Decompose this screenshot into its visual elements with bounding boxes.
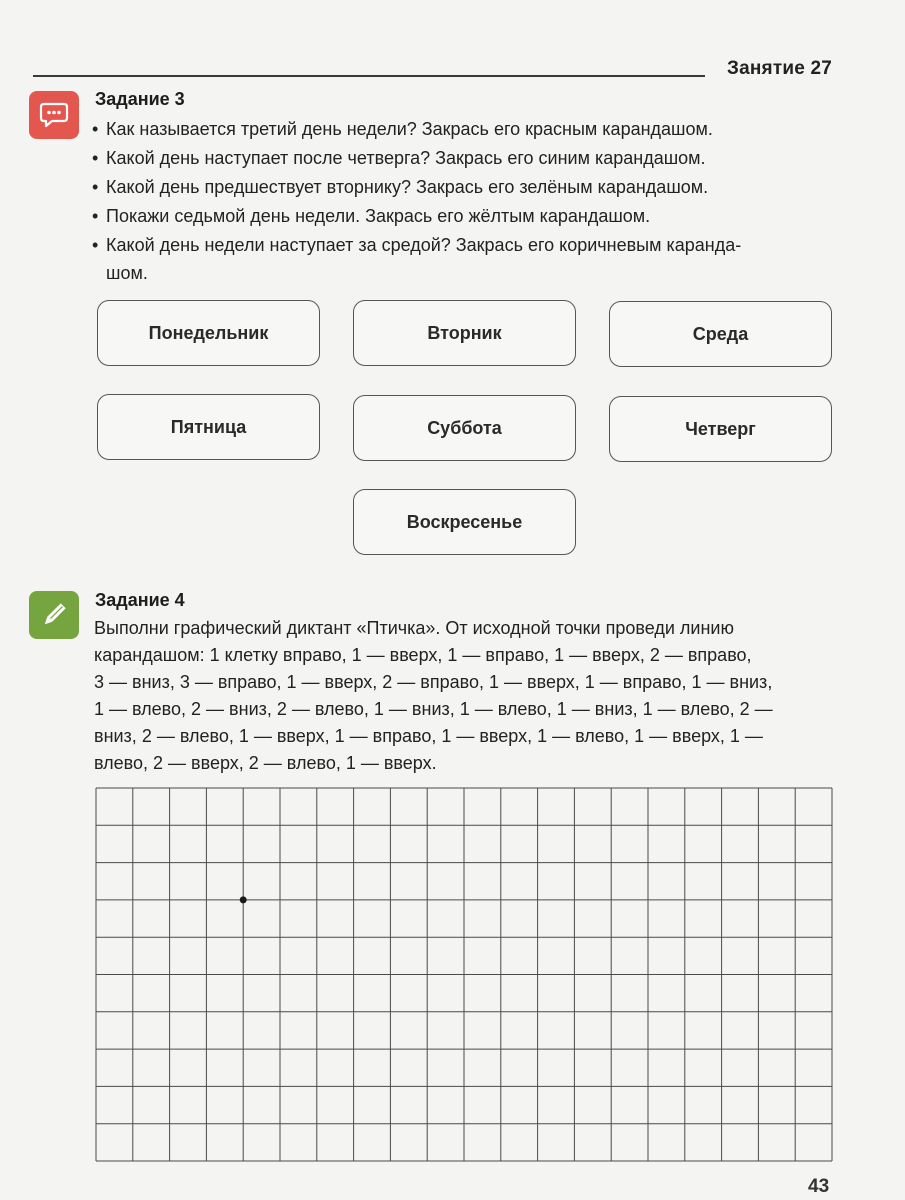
day-box-saturday[interactable]: Суббота [353, 395, 576, 461]
task3-question-list [92, 115, 822, 287]
dictation-instructions [94, 615, 834, 777]
lesson-title: Занятие 27 [727, 58, 832, 79]
question-item: • Какой день предшествует вторнику? Закрась его зелёным карандашом. [92, 173, 822, 202]
start-point-dot [240, 896, 247, 903]
question-item [92, 231, 822, 287]
dictation-line: вниз, 2 — влево, 1 — вверх, 1 — вправо, 1 — вверх, 1 — влево, 1 — вверх, 1 — [94, 726, 763, 746]
dictation-grid[interactable] [95, 787, 835, 1162]
dictation-line: влево, 2 — вверх, 2 — влево, 1 — вверх. [94, 753, 437, 773]
question-line: шом. [106, 263, 148, 283]
task3-title: Задание 3 [95, 89, 185, 109]
page-number: 43 [808, 1176, 830, 1197]
day-box-wednesday[interactable]: Среда [609, 301, 832, 367]
header-rule [33, 75, 705, 77]
speech-bubble-icon [29, 91, 79, 139]
question-item: • Покажи седьмой день недели. Закрась его жёлтым карандашом. [92, 202, 822, 231]
task4-title: Задание 4 [95, 590, 185, 610]
grid-canvas[interactable] [95, 787, 835, 1162]
day-box-friday[interactable]: Пятница [97, 394, 320, 460]
day-box-sunday[interactable]: Воскресенье [353, 489, 576, 555]
dictation-line: 3 — вниз, 3 — вправо, 1 — вверх, 2 — вправо, 1 — вверх, 1 — вправо, 1 — вниз, [94, 672, 773, 692]
question-line: Какой день недели наступает за средой? Закрась его коричневым каранда- [106, 235, 742, 255]
day-box-tuesday[interactable]: Вторник [353, 300, 576, 366]
dictation-line: карандашом: 1 клетку вправо, 1 — вверх, 1 — вправо, 1 — вверх, 2 — вправо, [94, 645, 752, 665]
question-item: • Как называется третий день недели? Закрась его красным карандашом. [92, 115, 822, 144]
day-box-thursday[interactable]: Четверг [609, 396, 832, 462]
day-box-monday[interactable]: Понедельник [97, 300, 320, 366]
dictation-line: Выполни графический диктант «Птичка». От исходной точки проведи линию [94, 618, 734, 638]
pencil-icon [29, 591, 79, 639]
question-item: • Какой день наступает после четверга? Закрась его синим карандашом. [92, 144, 822, 173]
dictation-line: 1 — влево, 2 — вниз, 2 — влево, 1 — вниз, 1 — влево, 1 — вниз, 1 — влево, 2 — [94, 699, 773, 719]
